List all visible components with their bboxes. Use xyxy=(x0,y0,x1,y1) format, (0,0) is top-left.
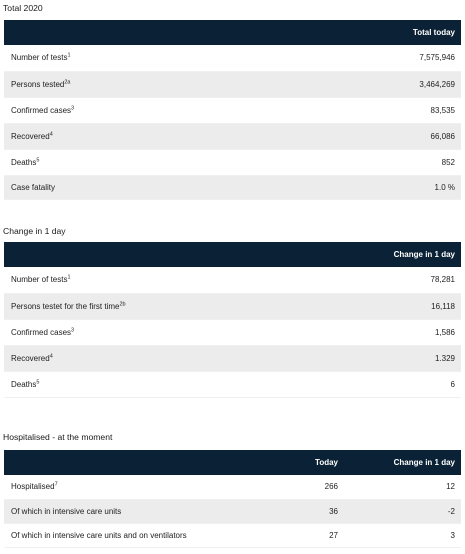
total-table xyxy=(4,20,461,200)
table-row xyxy=(4,319,461,345)
table-row xyxy=(4,123,461,149)
row-label: Number of tests$^1$ xyxy=(11,52,71,63)
table-row xyxy=(4,71,461,97)
row-label: Recovered$^4$ xyxy=(11,352,53,363)
table-row xyxy=(4,475,461,499)
row-change: 12 xyxy=(446,482,455,492)
row-value: 3,464,269 xyxy=(419,79,455,89)
total-table-header xyxy=(4,20,461,45)
row-label: Confirmed cases$^3$ xyxy=(11,104,75,115)
row-today: 27 xyxy=(329,530,338,540)
hospital-table-header xyxy=(4,450,461,475)
row-value: 83,535 xyxy=(430,105,455,115)
row-label: Deaths$^5$ xyxy=(11,156,40,167)
row-label: Deaths$^5$ xyxy=(11,378,40,389)
row-value: 66,086 xyxy=(430,131,455,141)
row-value: 7,575,946 xyxy=(419,53,455,63)
table-row xyxy=(4,149,461,175)
row-change: -2 xyxy=(447,506,455,516)
row-value: 6 xyxy=(450,379,455,389)
header-change-in-1-day: Change in 1 day xyxy=(393,250,455,259)
section-title-change: Change in 1 day xyxy=(3,226,66,236)
row-label: Of which in intensive care units xyxy=(11,506,122,516)
table-row xyxy=(4,371,461,397)
row-change: 3 xyxy=(450,530,455,540)
change-table-header xyxy=(4,242,461,267)
section-title-hospitalised: Hospitalised - at the moment xyxy=(3,432,113,442)
hospital-table xyxy=(4,450,461,548)
row-value: 1,586 xyxy=(434,327,455,337)
row-today: 266 xyxy=(324,482,338,492)
row-label: Number of tests$^1$ xyxy=(11,274,71,285)
row-value: 1.329 xyxy=(434,353,455,363)
section-title-total: Total 2020 xyxy=(3,3,43,13)
table-row xyxy=(4,499,461,523)
row-label: Persons tested$^{2a}$ xyxy=(11,78,71,89)
row-label: Hospitalised$^7$ xyxy=(11,481,58,492)
header-change-in-1-day: Change in 1 day xyxy=(393,458,455,467)
table-row xyxy=(4,345,461,371)
header-total-today: Total today xyxy=(412,28,455,37)
row-value: 1.0 % xyxy=(434,182,455,192)
row-value: 16,118 xyxy=(431,301,455,311)
table-row xyxy=(4,523,461,547)
row-value: 852 xyxy=(441,157,455,167)
change-table xyxy=(4,242,461,398)
row-label: Of which in intensive care units and on ventilators xyxy=(11,530,187,540)
table-row xyxy=(4,45,461,71)
row-label: Case fatality xyxy=(11,182,56,192)
row-label: Confirmed cases$^3$ xyxy=(11,326,75,337)
table-row xyxy=(4,97,461,123)
table-row xyxy=(4,175,461,199)
row-label: Recovered$^4$ xyxy=(11,130,53,141)
table-row xyxy=(4,267,461,293)
row-today: 36 xyxy=(329,506,338,516)
row-value: 78,281 xyxy=(430,275,455,285)
table-row xyxy=(4,293,461,319)
row-label: Persons testet for the first time$^{2b}$ xyxy=(11,300,126,311)
header-today: Today xyxy=(315,458,338,467)
